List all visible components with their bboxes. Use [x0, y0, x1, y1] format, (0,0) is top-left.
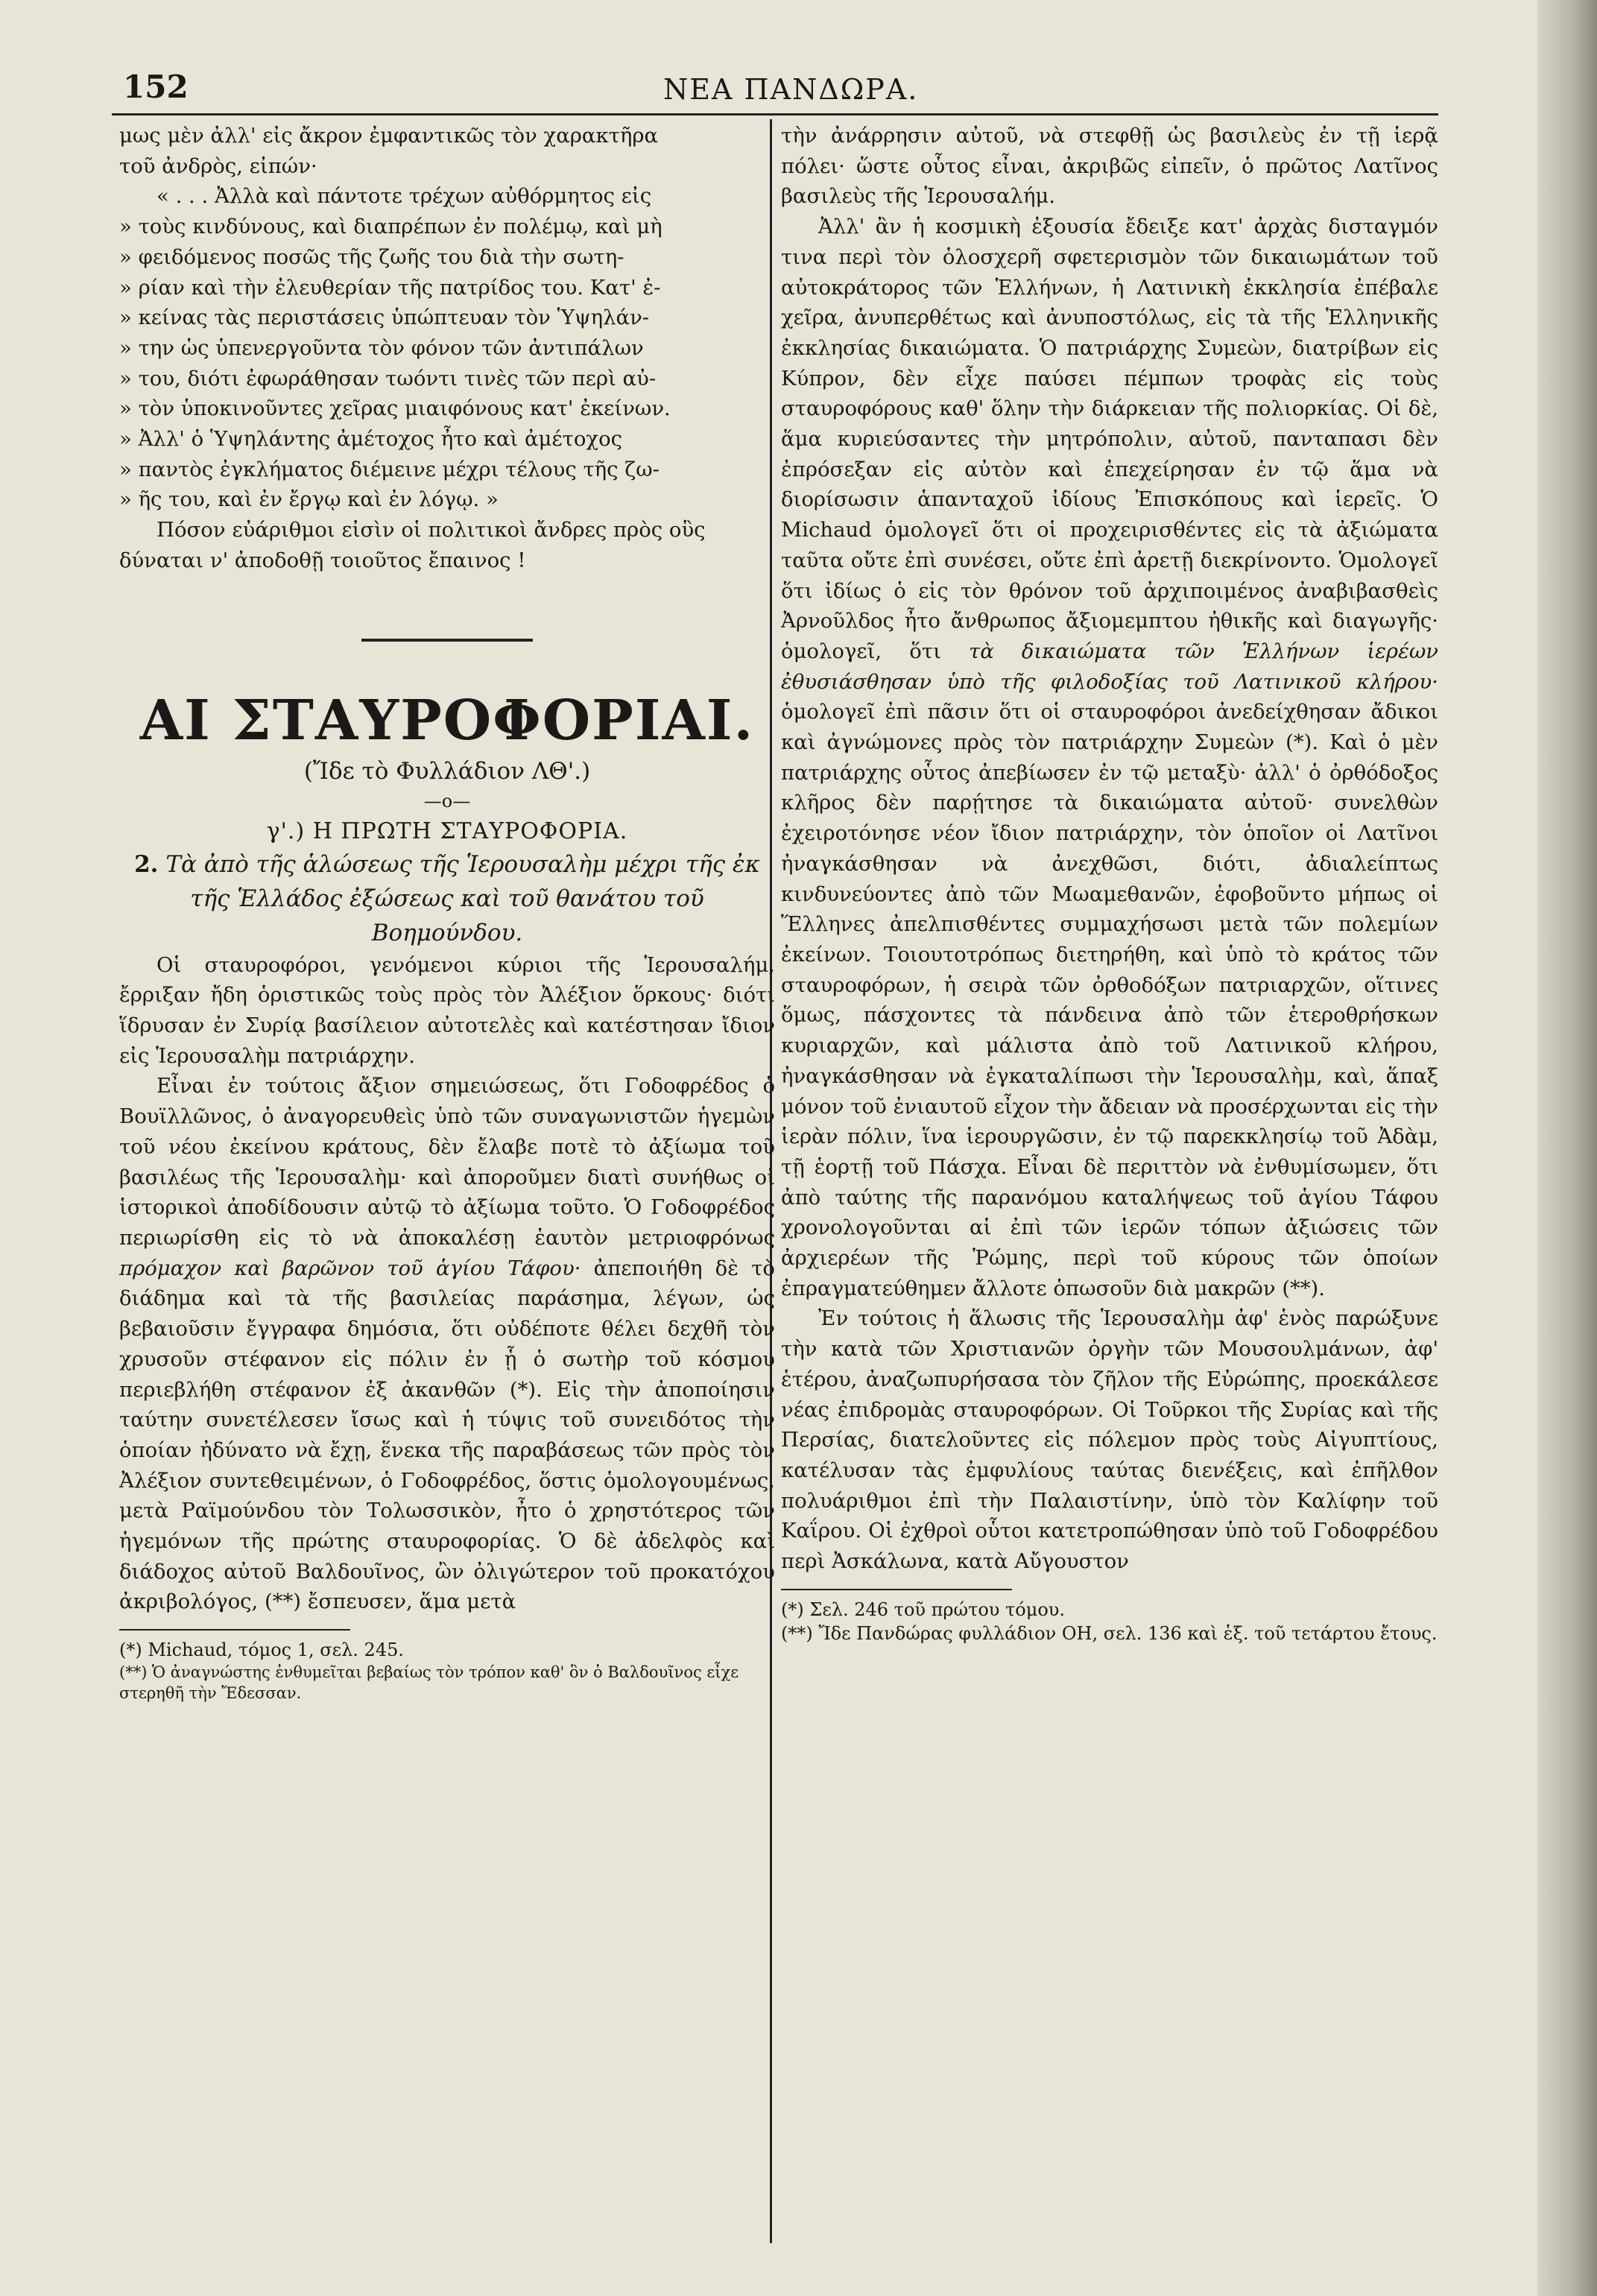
footnote: (**) Ἴδε Πανδώρας φυλλάδιον ΟΗ, σελ. 136 καὶ ἑξ. τοῦ τετάρτου ἔτους. [781, 1622, 1438, 1644]
see-also-note: (Ἴδε τὸ Φυλλάδιον ΛΘ'.) [303, 757, 591, 785]
paragraph-text: Ἀλλ' ἂν ἡ κοσμικὴ ἐξουσία ἔδειξε κατ' ἀρχὰς δισταγμόν τινα περὶ τὸν ὁλοσχερῆ σφετερισμὸν τῶν δικαιωμάτων τοῦ αὐτοκράτορος τῶν Ἑλλήνων, ἡ Λατινικὴ ἐκκλησία ἐπέβαλε χεῖρα, ἀνυπερθέτως καὶ ἀνυποστόλως, εἰς τὰ τῆς Ἑλληνικῆς ἐκκλησίας δικαιώματα. Ὁ πατριάρχης Συμεὼν, διατρίβων εἰς Κύπρον, δὲν εἶχε παύσει πέμπων τροφὰς εἰς τοὺς σταυροφόρους καθ' ὅλην τὴν διάρκειαν τῆς πολιορκίας. Οἱ δὲ, ἅμα κυριεύσαντες τὴν μητρόπολιν, αὐτοῦ, πανταπασι δὲν ἐπρόσεξαν εἰς αὐτὸν καὶ ἐπεχείρησαν ἐν τῷ ἅμα νὰ διορίσωσιν ἁπανταχοῦ ἰδίους Ἐπισκόπους καὶ ἱερεῖς. Ὁ Michaud ὁμολογεῖ ὅτι οἱ προχειρισθέντες εἰς τὰ ἀξιώματα ταῦτα οὔτε ἐπὶ συνέσει, οὔτε ἐπὶ ἀρετῇ διεκρίνοντο. Ὁμολογεῖ ὅτι ἰδίως ὁ εἰς τὸν θρόνον τοῦ ἀρχιποιμένος ἀναβιβασθεὶς Ἀρνοῦλδος ἦτο ἄνθρωπος ἄξιομεμπτου ἠθικῆς καὶ διαγωγῆς· ὁμολογεῖ, ὅτι [781, 215, 1438, 663]
section-separator [361, 639, 533, 642]
footnote: (*) Michaud, τόμος 1, σελ. 245. [119, 1639, 404, 1661]
paragraph-text: ὁμολογεῖ ἐπὶ πᾶσιν ὅτι οἱ σταυροφόροι ἀνεδείχθησαν ἄδικοι καὶ ἀγνώμονες πρὸς τὸν πατριάρχην Συμεὼν (*). Καὶ ὁ μὲν πατριάρχης οὗτος ἀπεβίωσεν ἐν τῷ μεταξὺ· ἀλλ' ὁ ὀρθόδοξος κλῆρος δὲν παρῄτησε τὰ δικαιώματα αὐτοῦ· συνελθὼν ἐχειροτόνησε νέον ἴδιον πατριάρχην, τὸν ὁποῖον οἱ Λατῖνοι ἠναγκάσθησαν νὰ ἀνεχθῶσι, διότι, ἀδιαλείπτως κινδυνεύοντες ἀπὸ τῶν Μωαμεθανῶν, ἐφοβοῦντο μήπως οἱ Ἕλληνες ἀπελπισθέντες συμμαχήσωσι μετὰ τῶν πολεμίων ἐκείνων. Τοιουτοτρόπως διετηρήθη, καὶ ὑπὸ τὸ κράτος τῶν σταυροφόρων, ἡ σειρὰ τῶν ὀρθοδόξων πατριαρχῶν, οἵτινες ὅμως, πάσχοντες τὰ πάνδεινα ἀπὸ τῶν ἑτεροθρήσκων κυριαρχῶν, καὶ μάλιστα ἀπὸ τοῦ Λατινικοῦ κλήρου, ἠναγκάσθησαν νὰ ἐγκαταλίπωσι τὴν Ἱερουσαλὴμ, καὶ, ἅπαξ μόνον τοῦ ἐνιαυτοῦ εἶχον τὴν ἄδειαν νὰ προσέρχωνται εἰς τὴν ἱερὰν πόλιν, ἵνα ἱερουργῶσιν, ἐν τῷ παρεκκλησίῳ τοῦ Ἀδὰμ, τῇ ἑορτῇ τοῦ Πάσχα. Εἶναι δὲ περιττὸν νὰ ἐνθυμίσωμεν, ὅτι ἀπὸ ταύτης τῆς παρανόμου καταλήψεως τοῦ ἁγίου Τάφου χρονολογοῦνται αἱ ἐπὶ τῶν ἱερῶν τόπων ἀξιώσεις τῶν ἀρχιερέων τῆς Ῥώμης, περὶ τοῦ κύρους τῶν ὁποίων ἐπραγματεύθημεν ἄλλοτε ὁπωσοῦν διὰ μακρῶν (**). [781, 700, 1438, 1300]
footnote-rule [119, 1629, 350, 1631]
page-edge-shadow [1537, 0, 1597, 2296]
quote-line: » παντὸς ἐγκλήματος διέμεινε μέχρι τέλους τῆς ζω- [119, 457, 660, 481]
header-rule [112, 113, 1438, 116]
quote-line: » φειδόμενος ποσῶς τῆς ζωῆς του διὰ τὴν σωτη- [119, 244, 624, 269]
left-column [119, 121, 775, 1704]
paragraph: Οἱ σταυροφόροι, γενόμενοι κύριοι τῆς Ἱερουσαλήμ, ἔρριξαν ἤδη ὁριστικῶς τοὺς πρὸς τὸν Ἀλέξιον ὅρκους· διότι ἵδρυσαν ἐν Συρίᾳ βασίλειον αὐτοτελὲς καὶ κατέστησαν ἴδιον εἰς Ἱερουσαλὴμ πατριάρχην. [119, 952, 775, 1068]
quote-line: » την ὡς ὑπενεργοῦντα τὸν φόνον τῶν ἀντιπάλων [119, 335, 644, 360]
paragraph [781, 212, 1438, 1303]
text-line: μως μὲν ἀλλ' εἰς ἄκρον ἐμφαντικῶς τὸν χαρακτῆρα [119, 124, 659, 148]
section-title: Τὰ ἀπὸ τῆς ἁλώσεως τῆς Ἱερουσαλὴμ μέχρι τῆς ἐκ τῆς Ἑλλάδος ἐξώσεως καὶ τοῦ θανάτου τοῦ Βοημούνδου. [165, 850, 760, 946]
text-line: τοῦ ἀνδρὸς, εἰπών· [119, 154, 317, 178]
italic-phrase: τὰ δικαιώματα τῶν Ἑλλήνων ἱερέων ἐθυσιάσθησαν ὑπὸ τῆς φιλοδοξίας τοῦ Λατινικοῦ κλήρου· [781, 639, 1438, 694]
footnote-rule [781, 1589, 1012, 1590]
text-line: Πόσον εὐάριθμοι εἰσὶν οἱ πολιτικοὶ ἄνδρες πρὸς οὓς [156, 518, 706, 543]
page-header [112, 69, 1438, 113]
footnote: (**) Ὁ ἀναγνώστης ἐνθυμεῖται βεβαίως τὸν τρόπον καθ' ὃν ὁ Βαλδουῖνος εἶχε στερηθῆ τὴν Ἔδεσσαν. [119, 1663, 739, 1703]
section-title-block [119, 847, 775, 950]
paragraph [119, 1071, 775, 1617]
quote-line: » ρίαν καὶ τὴν ἐλευθερίαν τῆς πατρίδος του. Κατ' ἐ- [119, 275, 661, 300]
quote-line: « . . . Ἀλλὰ καὶ πάντοτε τρέχων αὐθόρμητος εἰς [156, 184, 652, 209]
subheading: γ'.) Η ΠΡΩΤΗ ΣΤΑΥΡΟΦΟΡΙΑ. [266, 817, 628, 844]
paragraph: Ἐν τούτοις ἡ ἅλωσις τῆς Ἱερουσαλὴμ ἀφ' ἑνὸς παρώξυνε τὴν κατὰ τῶν Χριστιανῶν ὀργὴν τῶν Μουσουλμάνων, ἀφ' ἑτέρου, ἀναζωπυρήσασα τὸν ζῆλον τῆς Εὐρώπης, προεκάλεσε νέας ἐπιδρομὰς σταυροφόρων. Οἱ Τοῦρκοι τῆς Συρίας καὶ τῆς Περσίας, διατελοῦντες εἰς πόλεμον πρὸς τοὺς Αἰγυπτίους, κατέλυσαν τὰς ἐμφυλίους ταύτας διενέξεις, καὶ ἐπῆλθον πολυάριθμοι ἐπὶ τὴν Παλαιστίνην, ὑπὸ τὸν Καλίφην τοῦ Καΐρου. Οἱ ἐχθροὶ οὗτοι κατετροπώθησαν ὑπὸ τοῦ Γοδοφρέδου περὶ Ἀσκάλωνα, κατὰ Αὔγουστον [781, 1306, 1438, 1574]
italic-phrase: πρόμαχον καὶ βαρῶνον τοῦ ἁγίου Τάφου· [119, 1256, 581, 1280]
running-title: ΝΕΑ ΠΑΝΔΩΡΑ. [663, 73, 919, 106]
quote-line: » Ἀλλ' ὁ Ὑψηλάντης ἀμέτοχος ἦτο καὶ ἀμέτοχος [119, 427, 623, 452]
page-number: 152 [123, 69, 189, 105]
paragraph-text: Εἶναι ἐν τούτοις ἄξιον σημειώσεως, ὅτι Γοδοφρέδος ὁ Βουϊλλῶνος, ὁ ἀναγορευθεὶς ὑπὸ τῶν συναγωνιστῶν ἡγεμὼν τοῦ νέου ἐκείνου κράτους, δὲν ἔλαβε ποτὲ τὸ ἀξίωμα τοῦ βασιλέως τῆς Ἱερουσαλὴμ· καὶ ἀποροῦμεν διατὶ συνήθως οἱ ἱστορικοὶ ἀποδίδουσιν αὐτῷ τὸ ἀξίωμα τοῦτο. Ὁ Γοδοφρέδος περιωρίσθη εἰς τὸ νὰ ἀποκαλέσῃ ἑαυτὸν μετριοφρόνως [119, 1074, 775, 1250]
footnote: (*) Σελ. 246 τοῦ πρώτου τόμου. [781, 1598, 1065, 1620]
right-column [781, 121, 1438, 1645]
quote-line: » ῆς του, καὶ ἐν ἔργῳ καὶ ἐν λόγῳ. » [119, 487, 499, 512]
section-number: 2. [134, 850, 159, 878]
quote-line: » τὸν ὑποκινοῦντες χεῖρας μιαιφόνους κατ' ἐκείνων. [119, 396, 671, 421]
paragraph-text: ἀπεποιήθη δὲ τὸ διάδημα καὶ τὰ τῆς βασιλείας παράσημα, λέγων, ὡς βεβαιοῦσιν ἔγγραφα δημόσια, ὅτι οὐδέποτε θέλει δεχθῆ τὸν χρυσοῦν στέφανον εἰς πόλιν ἐν ᾗ ὁ σωτὴρ τοῦ κόσμου περιεβλήθη στέφανον ἐξ ἀκανθῶν (*). Εἰς τὴν ἀποποίησιν ταύτην συνετέλεσεν ἴσως καὶ ἡ τύψις τοῦ συνειδότος τὴν ὁποίαν ἠδύνατο νὰ ἔχῃ, ἕνεκα τῆς παραβάσεως τῶν πρὸς τὸν Ἀλέξιον συντεθειμένων, ὁ Γοδοφρέδος, ὅστις ὁμολογουμένως, μετὰ Ραϊμούνδου τὸν Τολωσσικὸν, ἦτο ὁ χρηστότερος τῶν ἡγεμόνων τῆς πρώτης σταυροφορίας. Ὁ δὲ ἀδελφὸς καὶ διάδοχος αὐτοῦ Βαλδουῖνος, ὢν ὀλιγώτερον τοῦ προκατόχου ἀκριβολόγος, (**) ἔσπευσεν, ἅμα μετὰ [119, 1256, 775, 1614]
paragraph: τὴν ἀνάρρησιν αὐτοῦ, νὰ στεφθῇ ὡς βασιλεὺς ἐν τῇ ἱερᾷ πόλει· ὥστε οὗτος εἶναι, ἀκριβῶς εἰπεῖν, ὁ πρῶτος Λατῖνος βασιλεὺς τῆς Ἱερουσαλήμ. [781, 124, 1438, 209]
quote-line: » τοὺς κινδύνους, καὶ διαπρέπων ἐν πολέμῳ, καὶ μὴ [119, 215, 662, 239]
quote-line: » κείνας τὰς περιστάσεις ὑπώπτευαν τὸν Ὑψηλάν- [119, 306, 650, 330]
quote-line: » του, διότι ἐφωράθησαν τωόντι τινὲς τῶν περὶ αὐ- [119, 366, 657, 390]
text-line: δύναται ν' ἀποδοθῇ τοιοῦτος ἔπαινος ! [119, 548, 526, 572]
article-heading: ΑΙ ΣΤΑΥΡΟΦΟΡΙΑΙ. [139, 688, 755, 753]
ornament-dash: —ο— [423, 791, 471, 812]
